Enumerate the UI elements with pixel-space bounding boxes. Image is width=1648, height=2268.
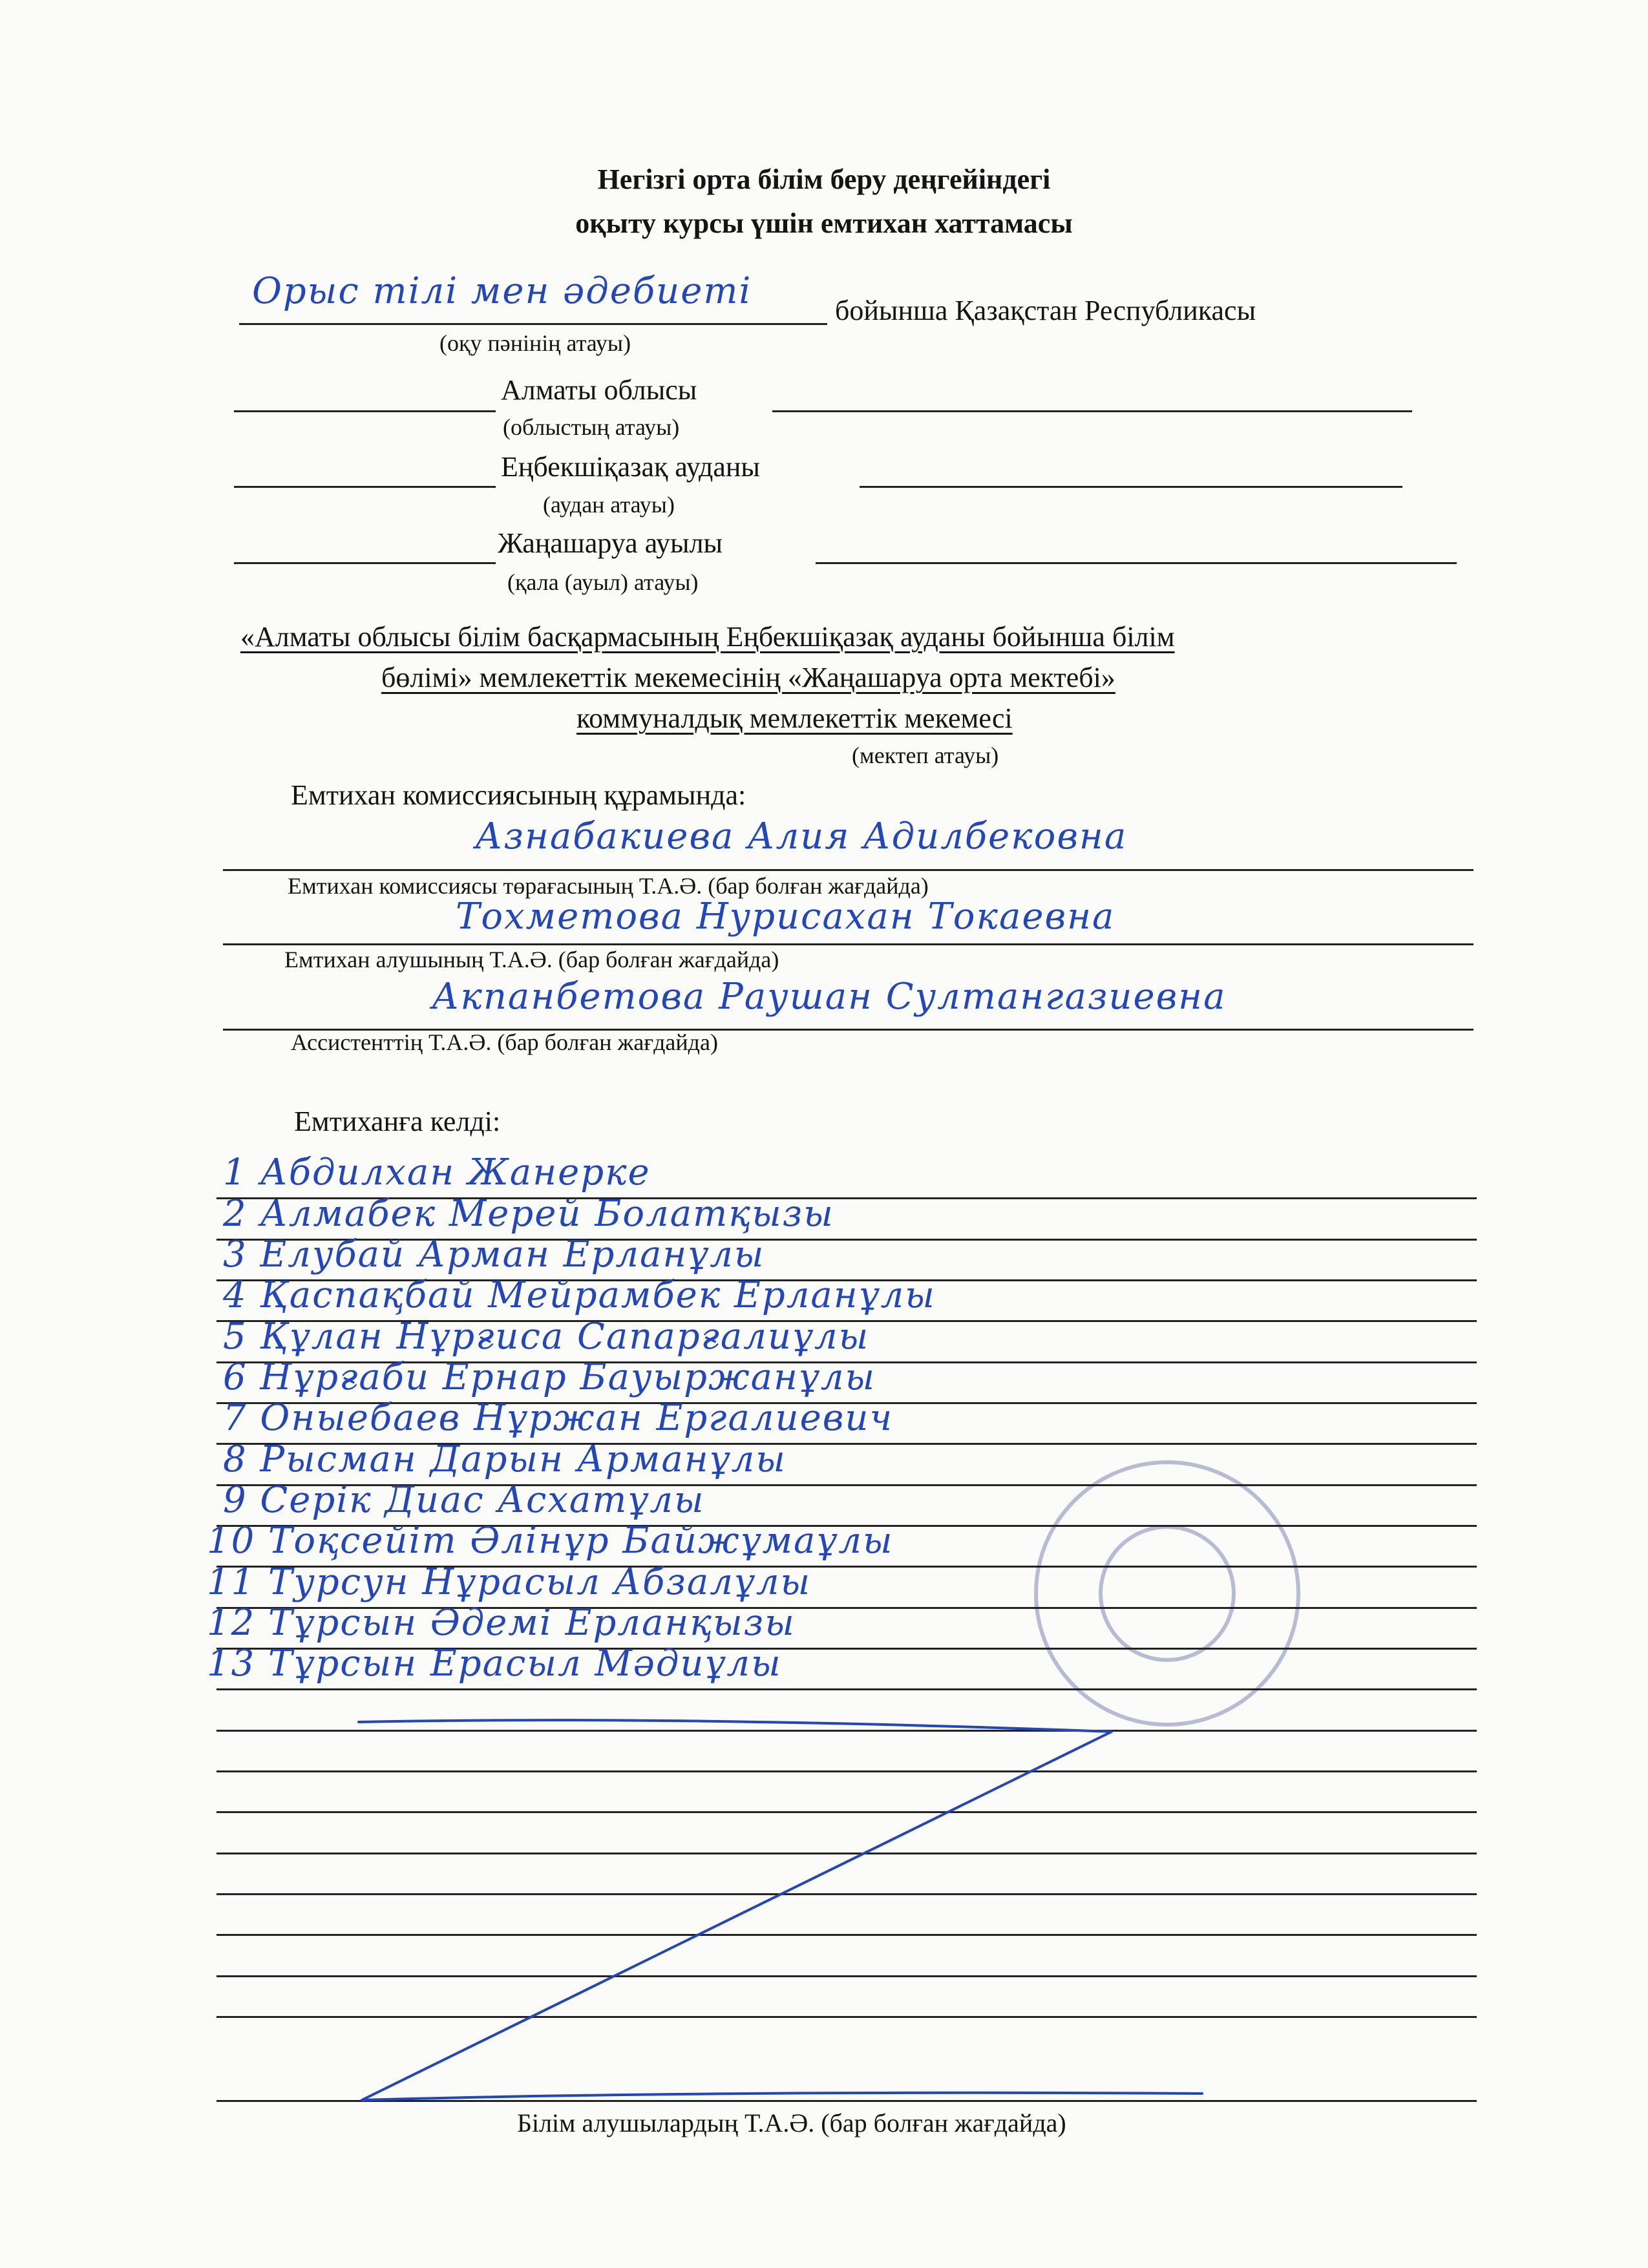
commission-heading: Емтихан комиссиясының құрамында:: [291, 779, 746, 811]
region-caption: (облыстың атауы): [503, 414, 680, 440]
school-caption: (мектеп атауы): [852, 742, 999, 768]
school-line2: бөлімі» мемлекеттік мекемесінің «Жаңашаруа орта мектебі»: [381, 662, 1115, 693]
village-label: Жаңашаруа ауылы: [498, 527, 723, 559]
district-label: Еңбекшіқазақ ауданы: [501, 451, 760, 483]
attended-heading: Емтиханға келді:: [294, 1106, 501, 1137]
student-name: 6 Нұрғаби Ернар Бауыржанұлы: [223, 1356, 876, 1398]
subject-caption: (оқу пәнінің атауы): [439, 330, 631, 356]
doc-title-line2: оқыту курсы үшін емтихан хаттамасы: [575, 207, 1073, 239]
student-name: 2 Алмабек Мерей Болатқызы: [223, 1193, 834, 1235]
student-name: 9 Серік Диас Асхатұлы: [223, 1479, 705, 1521]
student-name: 5 Құлан Нұрғиса Сапарғалиұлы: [223, 1316, 870, 1358]
student-name: 8 Рысман Дарын Арманұлы: [223, 1438, 787, 1480]
students-caption: Білім алушылардың Т.А.Ә. (бар болған жағдайда): [517, 2108, 1066, 2137]
student-name: 11 Турсун Нұрасыл Абзалұлы: [207, 1561, 812, 1603]
student-name: 3 Елубай Арман Ерланұлы: [223, 1234, 765, 1276]
student-name: 7 Оныебаев Нұржан Ергалиевич: [223, 1397, 894, 1439]
student-name: 4 Қаспақбай Мейрамбек Ерланұлы: [223, 1274, 936, 1316]
chair-caption: Емтихан комиссиясы төрағасының Т.А.Ә. (бар болған жағдайда): [288, 873, 929, 899]
district-caption: (аудан атауы): [543, 492, 675, 518]
subject-suffix: бойынша Қазақстан Республикасы: [835, 295, 1256, 326]
assistant-caption: Ассистенттің Т.А.Ә. (бар болған жағдайда): [291, 1029, 718, 1055]
student-name: 12 Тұрсын Әдемі Ерланқызы: [207, 1602, 796, 1644]
student-name: 1 Абдилхан Жанерке: [223, 1151, 651, 1193]
chair-handwritten: Азнабакиева Алия Адилбековна: [475, 815, 1128, 857]
school-line1: «Алматы облысы білім басқармасының Еңбекшіқазақ ауданы бойынша білім: [240, 621, 1175, 653]
village-caption: (қала (ауыл) атауы): [507, 569, 699, 595]
student-name: 10 Тоқсейіт Әлінұр Байжұмаұлы: [207, 1520, 894, 1562]
z-line: [359, 1720, 1202, 2100]
subject-handwritten: Орыс тілі мен әдебиеті: [252, 270, 752, 312]
school-line3: коммуналдық мемлекеттік мекемесі: [576, 702, 1013, 734]
region-label: Алматы облысы: [501, 374, 697, 406]
examiner-caption: Емтихан алушының Т.А.Ә. (бар болған жағдайда): [284, 947, 779, 972]
doc-title-line1: Негізгі орта білім беру деңгейіндегі: [597, 163, 1051, 195]
assistant-handwritten: Акпанбетова Раушан Султангазиевна: [432, 976, 1227, 1018]
student-name: 13 Тұрсын Ерасыл Мәдиұлы: [207, 1643, 782, 1685]
examiner-handwritten: Тохметова Нурисахан Токаевна: [456, 896, 1115, 938]
